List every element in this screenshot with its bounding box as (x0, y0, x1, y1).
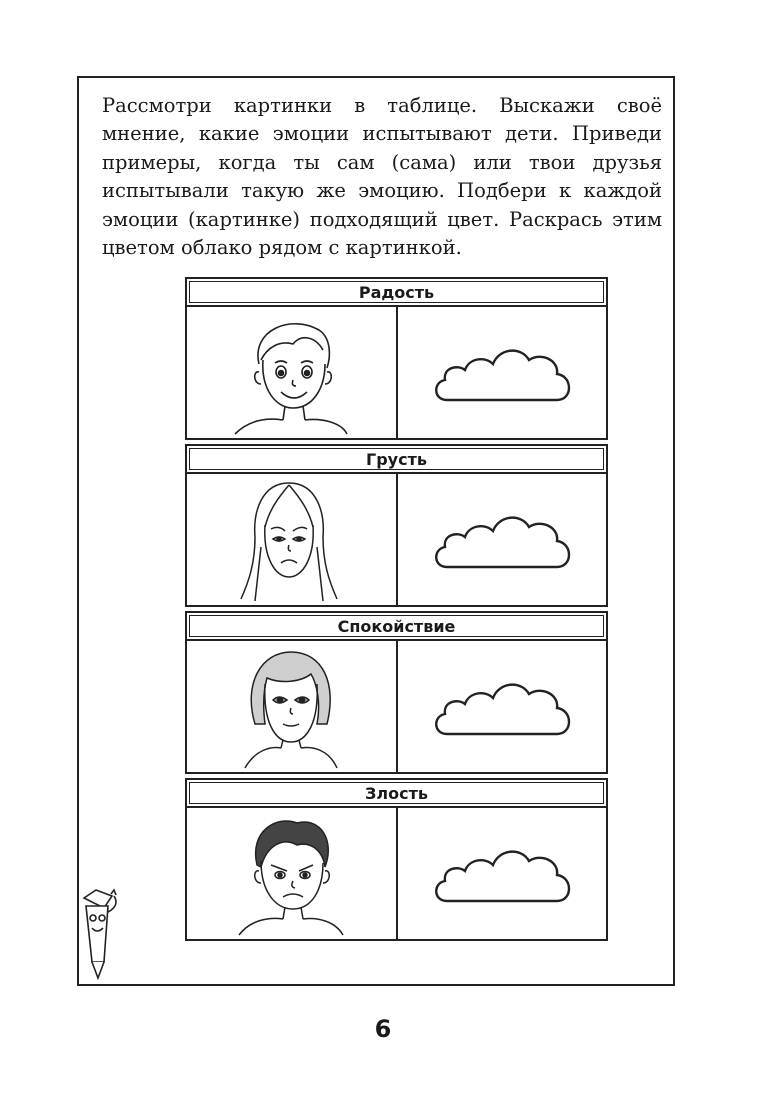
face-cell (187, 641, 396, 772)
sad-girl-face-icon (231, 477, 351, 602)
happy-boy-face-icon (231, 310, 351, 435)
emotion-header-anger: Злость (185, 778, 608, 808)
page-number: 6 (374, 1015, 392, 1043)
cloud-icon[interactable] (427, 839, 577, 909)
face-cell (187, 474, 396, 605)
cloud-icon[interactable] (427, 672, 577, 742)
angry-boy-face-icon (231, 811, 351, 936)
cloud-cell[interactable] (396, 641, 607, 772)
emotion-header-joy: Радость (185, 277, 608, 307)
emotion-row-joy (185, 307, 608, 440)
instructions-text: Рассмотри картинки в таблице. Выскажи своё мнение, какие эмоции испытывают дети. Приведи примеры, когда ты сам (сама) или твои друзья испытывали такую же эмоцию. Подбери к каждой эмоции (картинке) подходящий цвет. Раскрась этим цветом облако рядом с картинкой. (102, 94, 662, 260)
cloud-cell[interactable] (396, 474, 607, 605)
emotions-table (185, 277, 608, 945)
emotion-header-calm: Спокойствие (185, 611, 608, 641)
cloud-icon[interactable] (427, 338, 577, 408)
emotion-row-sadness (185, 474, 608, 607)
calm-girl-face-icon (231, 644, 351, 769)
cloud-icon[interactable] (427, 505, 577, 575)
emotion-row-calm (185, 641, 608, 774)
emotion-header-sadness: Грусть (185, 444, 608, 474)
cloud-cell[interactable] (396, 808, 607, 939)
pencil-mascot-icon (78, 888, 122, 980)
emotion-row-anger (185, 808, 608, 941)
face-cell (187, 808, 396, 939)
face-cell (187, 307, 396, 438)
cloud-cell[interactable] (396, 307, 607, 438)
